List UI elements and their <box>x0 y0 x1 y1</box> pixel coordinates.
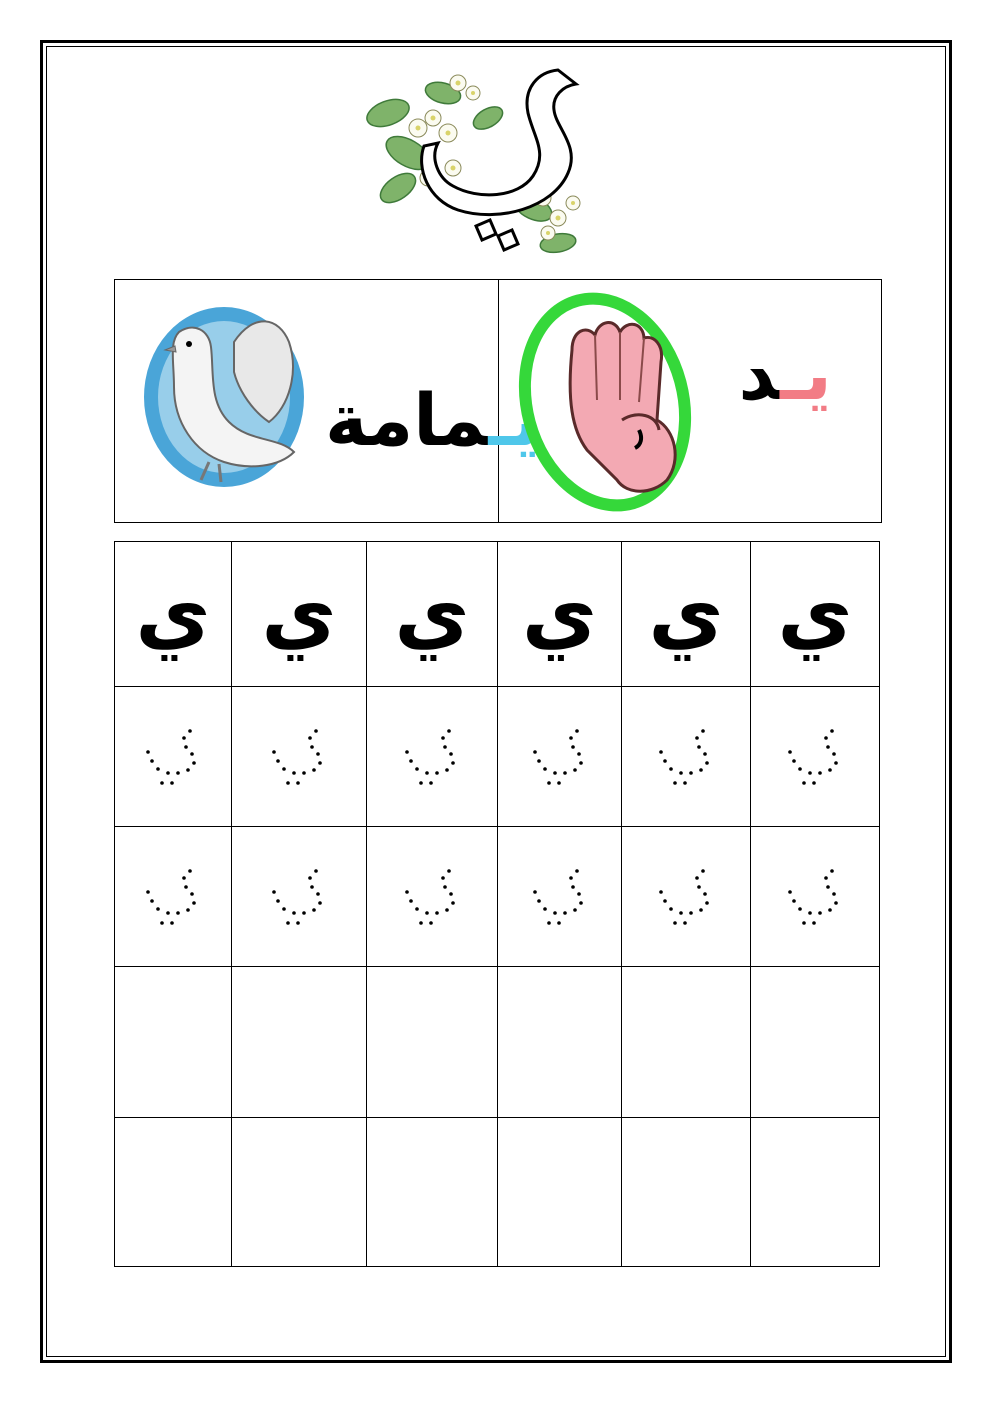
trace-dot <box>533 750 537 754</box>
trace-dot <box>441 876 445 880</box>
trace-dot <box>826 885 830 889</box>
trace-dot <box>302 911 306 915</box>
dotted-letter-icon <box>780 721 850 793</box>
practice-row-dotted <box>115 687 879 827</box>
trace-dot <box>176 911 180 915</box>
dotted-letter-icon <box>525 861 595 933</box>
word-card-dove <box>115 280 541 522</box>
dotted-letter-icon <box>397 861 467 933</box>
trace-dot <box>577 892 581 896</box>
trace-dot <box>669 907 673 911</box>
practice-cell <box>751 542 879 686</box>
trace-dot <box>188 729 192 733</box>
trace-dot <box>176 771 180 775</box>
title-letter-art <box>358 58 598 258</box>
trace-dot <box>310 745 314 749</box>
trace-dot <box>415 907 419 911</box>
trace-dot <box>579 901 583 905</box>
word-yad-first-letter: يـ <box>780 332 832 416</box>
jasmine-flowers-icon <box>358 58 598 258</box>
solid-letter: ي <box>261 566 337 661</box>
trace-dot <box>659 750 663 754</box>
solid-letter: ي <box>135 566 211 661</box>
trace-dot <box>663 759 667 763</box>
dotted-letter-icon <box>651 861 721 933</box>
trace-dot <box>812 921 816 925</box>
practice-row-blank <box>115 1118 879 1266</box>
trace-dot <box>543 907 547 911</box>
trace-dot <box>547 921 551 925</box>
tracing-cell[interactable] <box>622 827 751 966</box>
trace-dot <box>429 781 433 785</box>
trace-dot <box>146 890 150 894</box>
trace-dot <box>308 876 312 880</box>
dotted-letter-icon <box>780 861 850 933</box>
trace-dot <box>834 901 838 905</box>
trace-dot <box>286 921 290 925</box>
trace-dot <box>695 876 699 880</box>
trace-dot <box>571 885 575 889</box>
trace-dot <box>673 781 677 785</box>
trace-dot <box>669 767 673 771</box>
tracing-cell[interactable] <box>367 827 498 966</box>
practice-grid <box>114 541 880 1267</box>
trace-dot <box>166 911 170 915</box>
practice-cell <box>367 542 498 686</box>
trace-dot <box>537 759 541 763</box>
dotted-letter-icon <box>525 721 595 793</box>
trace-dot <box>832 892 836 896</box>
trace-dot <box>276 899 280 903</box>
trace-dot <box>792 759 796 763</box>
trace-dot <box>419 781 423 785</box>
tracing-cell[interactable] <box>751 827 879 966</box>
word-yad <box>738 332 832 416</box>
trace-dot <box>156 907 160 911</box>
trace-dot <box>447 729 451 733</box>
trace-dot <box>689 771 693 775</box>
trace-dot <box>405 750 409 754</box>
trace-dot <box>824 876 828 880</box>
tracing-cell[interactable] <box>232 827 367 966</box>
trace-dot <box>808 911 812 915</box>
trace-dot <box>445 768 449 772</box>
writing-cell[interactable] <box>115 1118 232 1266</box>
tracing-cell[interactable] <box>498 827 622 966</box>
trace-dot <box>449 752 453 756</box>
dove-icon <box>139 302 309 502</box>
word-card-hand <box>499 280 882 522</box>
trace-dot <box>188 869 192 873</box>
trace-dot <box>435 771 439 775</box>
trace-dot <box>184 745 188 749</box>
trace-dot <box>703 752 707 756</box>
trace-dot <box>697 745 701 749</box>
trace-dot <box>166 771 170 775</box>
trace-dot <box>699 908 703 912</box>
trace-dot <box>451 761 455 765</box>
trace-dot <box>429 921 433 925</box>
trace-dot <box>310 885 314 889</box>
trace-dot <box>824 736 828 740</box>
writing-cell[interactable] <box>622 1118 751 1266</box>
dotted-letter-icon <box>651 721 721 793</box>
trace-dot <box>798 907 802 911</box>
trace-dot <box>170 921 174 925</box>
trace-dot <box>705 761 709 765</box>
trace-dot <box>798 767 802 771</box>
tracing-cell[interactable] <box>232 687 367 826</box>
trace-dot <box>318 901 322 905</box>
trace-dot <box>703 892 707 896</box>
solid-letter: ي <box>777 566 853 661</box>
trace-dot <box>272 750 276 754</box>
trace-dot <box>318 761 322 765</box>
tracing-cell[interactable] <box>367 687 498 826</box>
trace-dot <box>445 908 449 912</box>
trace-dot <box>292 911 296 915</box>
trace-dot <box>156 767 160 771</box>
trace-dot <box>314 869 318 873</box>
trace-dot <box>573 768 577 772</box>
trace-dot <box>830 729 834 733</box>
trace-dot <box>575 869 579 873</box>
tracing-cell[interactable] <box>622 687 751 826</box>
trace-dot <box>788 890 792 894</box>
trace-dot <box>812 781 816 785</box>
trace-dot <box>573 908 577 912</box>
trace-dot <box>543 767 547 771</box>
trace-dot <box>689 911 693 915</box>
trace-dot <box>679 911 683 915</box>
trace-dot <box>286 781 290 785</box>
practice-cell <box>115 542 232 686</box>
trace-dot <box>663 899 667 903</box>
trace-dot <box>186 908 190 912</box>
trace-dot <box>557 921 561 925</box>
trace-dot <box>673 921 677 925</box>
trace-dot <box>160 921 164 925</box>
trace-dot <box>695 736 699 740</box>
trace-dot <box>553 911 557 915</box>
dotted-letter-icon <box>397 721 467 793</box>
trace-dot <box>182 876 186 880</box>
trace-dot <box>697 885 701 889</box>
writing-cell[interactable] <box>367 1118 498 1266</box>
word-yad-rest: د <box>738 332 781 416</box>
trace-dot <box>830 869 834 873</box>
practice-cell <box>498 542 622 686</box>
trace-dot <box>818 911 822 915</box>
trace-dot <box>577 752 581 756</box>
trace-dot <box>314 729 318 733</box>
solid-letter: ي <box>521 566 598 661</box>
trace-dot <box>705 901 709 905</box>
trace-dot <box>282 767 286 771</box>
trace-dot <box>182 736 186 740</box>
dotted-letter-icon <box>264 721 334 793</box>
trace-dot <box>184 885 188 889</box>
trace-dot <box>415 767 419 771</box>
trace-dot <box>443 745 447 749</box>
trace-dot <box>792 899 796 903</box>
trace-dot <box>190 752 194 756</box>
trace-dot <box>563 911 567 915</box>
trace-dot <box>537 899 541 903</box>
trace-dot <box>683 781 687 785</box>
trace-dot <box>808 771 812 775</box>
trace-dot <box>659 890 663 894</box>
solid-letter: ي <box>648 566 724 661</box>
trace-dot <box>150 759 154 763</box>
trace-dot <box>316 752 320 756</box>
writing-cell[interactable] <box>232 1118 367 1266</box>
trace-dot <box>192 761 196 765</box>
writing-cell[interactable] <box>232 967 367 1117</box>
trace-dot <box>272 890 276 894</box>
trace-dot <box>150 899 154 903</box>
tracing-cell[interactable] <box>115 827 232 966</box>
trace-dot <box>818 771 822 775</box>
word-examples-box <box>114 279 882 523</box>
writing-cell[interactable] <box>498 1118 622 1266</box>
trace-dot <box>571 745 575 749</box>
trace-dot <box>701 869 705 873</box>
writing-cell[interactable] <box>498 967 622 1117</box>
trace-dot <box>296 921 300 925</box>
solid-letter: ي <box>394 566 470 661</box>
trace-dot <box>802 781 806 785</box>
practice-row-blank <box>115 967 879 1118</box>
trace-dot <box>563 771 567 775</box>
trace-dot <box>276 759 280 763</box>
hand-sign-icon <box>517 290 692 515</box>
trace-dot <box>834 761 838 765</box>
trace-dot <box>533 890 537 894</box>
trace-dot <box>425 911 429 915</box>
writing-cell[interactable] <box>751 1118 879 1266</box>
trace-dot <box>435 911 439 915</box>
trace-dot <box>569 736 573 740</box>
dotted-letter-icon <box>264 861 334 933</box>
trace-dot <box>451 901 455 905</box>
trace-dot <box>828 768 832 772</box>
writing-cell[interactable] <box>367 967 498 1117</box>
trace-dot <box>557 781 561 785</box>
trace-dot <box>302 771 306 775</box>
trace-dot <box>425 771 429 775</box>
trace-dot <box>701 729 705 733</box>
writing-cell[interactable] <box>622 967 751 1117</box>
trace-dot <box>146 750 150 754</box>
trace-dot <box>312 768 316 772</box>
trace-dot <box>683 921 687 925</box>
trace-dot <box>679 771 683 775</box>
trace-dot <box>192 901 196 905</box>
trace-dot <box>170 781 174 785</box>
word-yamama-rest: مامة <box>325 378 489 462</box>
dotted-letter-icon <box>138 861 208 933</box>
trace-dot <box>186 768 190 772</box>
trace-dot <box>190 892 194 896</box>
practice-cell <box>622 542 751 686</box>
trace-dot <box>405 890 409 894</box>
trace-dot <box>788 750 792 754</box>
trace-dot <box>826 745 830 749</box>
word-yamama-first-letter: يـ <box>488 378 541 462</box>
trace-dot <box>409 759 413 763</box>
trace-dot <box>308 736 312 740</box>
tracing-cell[interactable] <box>751 687 879 826</box>
practice-cell <box>232 542 367 686</box>
trace-dot <box>828 908 832 912</box>
trace-dot <box>409 899 413 903</box>
writing-cell[interactable] <box>115 967 232 1117</box>
tracing-cell[interactable] <box>498 687 622 826</box>
trace-dot <box>296 781 300 785</box>
trace-dot <box>699 768 703 772</box>
trace-dot <box>832 752 836 756</box>
trace-dot <box>160 781 164 785</box>
trace-dot <box>441 736 445 740</box>
practice-row-dotted <box>115 827 879 967</box>
tracing-cell[interactable] <box>115 687 232 826</box>
trace-dot <box>419 921 423 925</box>
trace-dot <box>802 921 806 925</box>
trace-dot <box>449 892 453 896</box>
trace-dot <box>569 876 573 880</box>
trace-dot <box>312 908 316 912</box>
trace-dot <box>547 781 551 785</box>
trace-dot <box>575 729 579 733</box>
practice-row-solid <box>115 542 879 687</box>
dotted-letter-icon <box>138 721 208 793</box>
trace-dot <box>282 907 286 911</box>
trace-dot <box>443 885 447 889</box>
trace-dot <box>447 869 451 873</box>
trace-dot <box>553 771 557 775</box>
writing-cell[interactable] <box>751 967 879 1117</box>
trace-dot <box>579 761 583 765</box>
trace-dot <box>316 892 320 896</box>
trace-dot <box>292 771 296 775</box>
